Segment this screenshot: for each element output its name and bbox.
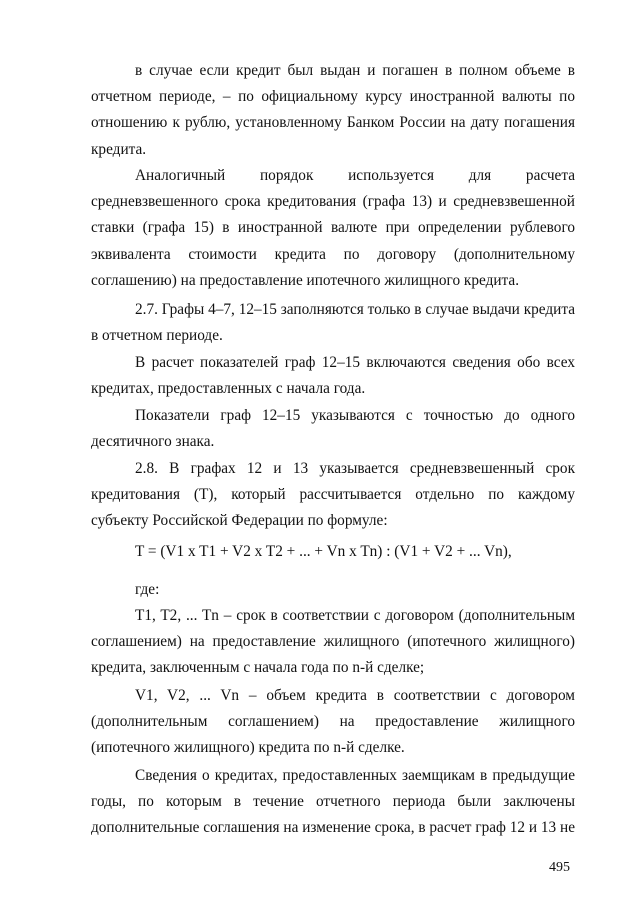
paragraph-volume-definition: V1, V2, ... Vn – объем кредита в соответствии с договором (дополнительным соглашением) на предоставление жилищного (ипотечного жилищного) кредита по n-й сделке. bbox=[91, 687, 575, 757]
paragraph-precision: Показатели граф 12–15 указываются с точностью до одного десятичного знака. bbox=[91, 407, 575, 451]
paragraph-2-8: 2.8. В графах 12 и 13 указывается средневзвешенный срок кредитования (Т), который рассчитывается отдельно по каждому субъекту Российской Федерации по формуле: bbox=[91, 460, 575, 530]
paragraph-previous-years: Сведения о кредитах, предоставленных заемщикам в предыдущие годы, по которым в течение отчетного периода были заключены дополнительные соглашения на изменение срока, в расчет граф 12 и 13 не bbox=[91, 767, 575, 837]
formula: T = (V1 x T1 + V2 x T2 + ... + Vn x Tn) : (V1 + V2 + ... Vn), bbox=[135, 543, 512, 560]
paragraph-term-definition: T1, T2, ... Tn – срок в соответствии с договором (дополнительным соглашением) на предоставление жилищного (ипотечного жилищного) кредита, заключенным с начала года по n-й сделке; bbox=[91, 607, 575, 677]
page-number: 495 bbox=[549, 860, 570, 875]
where-label: где: bbox=[135, 581, 160, 598]
paragraph-2-7: 2.7. Графы 4–7, 12–15 заполняются только в случае выдачи кредита в отчетном периоде. bbox=[91, 301, 575, 345]
paragraph-similar-procedure: Аналогичный порядок используется для расчета средневзвешенного срока кредитования (графа 13) и средневзвешенной ставки (графа 15) в иностранной валюте при определении рублевого эквивалента стоимости кредита по договору (дополнительному соглашению) на предоставление ипотечного жилищного кредита. bbox=[91, 167, 575, 289]
paragraph-calculation-scope: В расчет показателей граф 12–15 включаются сведения обо всех кредитах, предоставленных с начала года. bbox=[91, 354, 575, 398]
paragraph-exchange-rate: в случае если кредит был выдан и погашен в полном объеме в отчетном периоде, – по официальному курсу иностранной валюты по отношению к рублю, установленному Банком России на дату погашения кредита. bbox=[91, 62, 575, 158]
